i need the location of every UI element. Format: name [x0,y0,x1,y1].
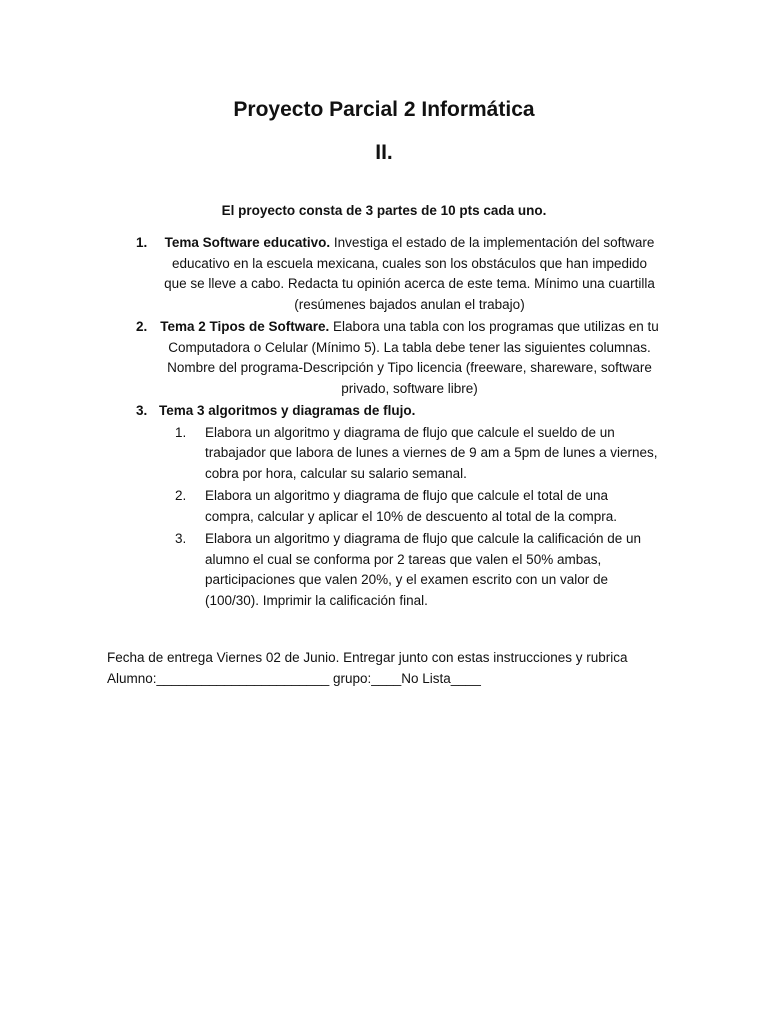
item-number: 2. [136,319,148,334]
item-heading: Tema 2 Tipos de Software. [160,319,330,334]
document-subtitle: II. [375,141,393,164]
item-heading: Tema 3 algoritmos y diagramas de flujo. [159,403,416,418]
item-text: Elabora una tabla con los programas que utilizas en tu Computadora o Celular (Mínimo 5). La tabla debe tener las siguientes columnas. Nombre del programa-Descripción y Tipo licencia (freeware, shareware, software privado, software libre) [167,319,659,396]
sub-item-number: 1. [175,424,187,440]
sub-item-number: 3. [175,531,187,546]
item-heading: Tema Software educativo. [164,235,331,250]
sub-item-text: Elabora un algoritmo y diagrama de flujo que calcule el sueldo de un trabajador que labora de lunes a viernes de 9 am a 5pm de lunes a viernes, cobra por hora, calcular su salario semanal. [205,424,658,481]
sub-list [159,423,660,612]
list-item [130,233,660,315]
sub-item-text: Elabora un algoritmo y diagrama de flujo que calcule el total de una compra, calcular y aplicar el 10% de descuento al total de la compra. [205,488,617,524]
list-item [130,401,660,611]
footer [107,647,707,689]
student-info-line: Alumno:_______________________ grupo:____No Lista____ [107,671,481,686]
document-title: Proyecto Parcial 2 Informática [233,98,535,121]
list-item [130,317,660,399]
item-number: 3. [136,403,148,418]
item-text: Investiga el estado de la implementación del software educativo en la escuela mexicana, cuales son los obstáculos que han impedido que se lleve a cabo. Redacta tu opinión acerca de este tema. Mínimo una cuartilla (resúmenes bajados anulan el trabajo) [164,235,655,312]
sub-list-item [167,529,660,611]
sub-list-item [167,486,660,527]
sub-item-number: 2. [175,488,187,503]
topics-list [130,233,660,613]
due-date-text: Fecha de entrega Viernes 02 de Junio. Entregar junto con estas instrucciones y rubrica [107,650,628,665]
item-number: 1. [136,235,148,250]
sub-list-item [167,423,660,485]
sub-item-text: Elabora un algoritmo y diagrama de flujo que calcule la calificación de un alumno el cual se conforma por 2 tareas que valen el 50% ambas, participaciones que valen 20%, y el examen escrito con un valor de (100/30). Imprimir la calificación final. [205,531,642,608]
intro-text: El proyecto consta de 3 partes de 10 pts cada uno. [221,203,547,218]
